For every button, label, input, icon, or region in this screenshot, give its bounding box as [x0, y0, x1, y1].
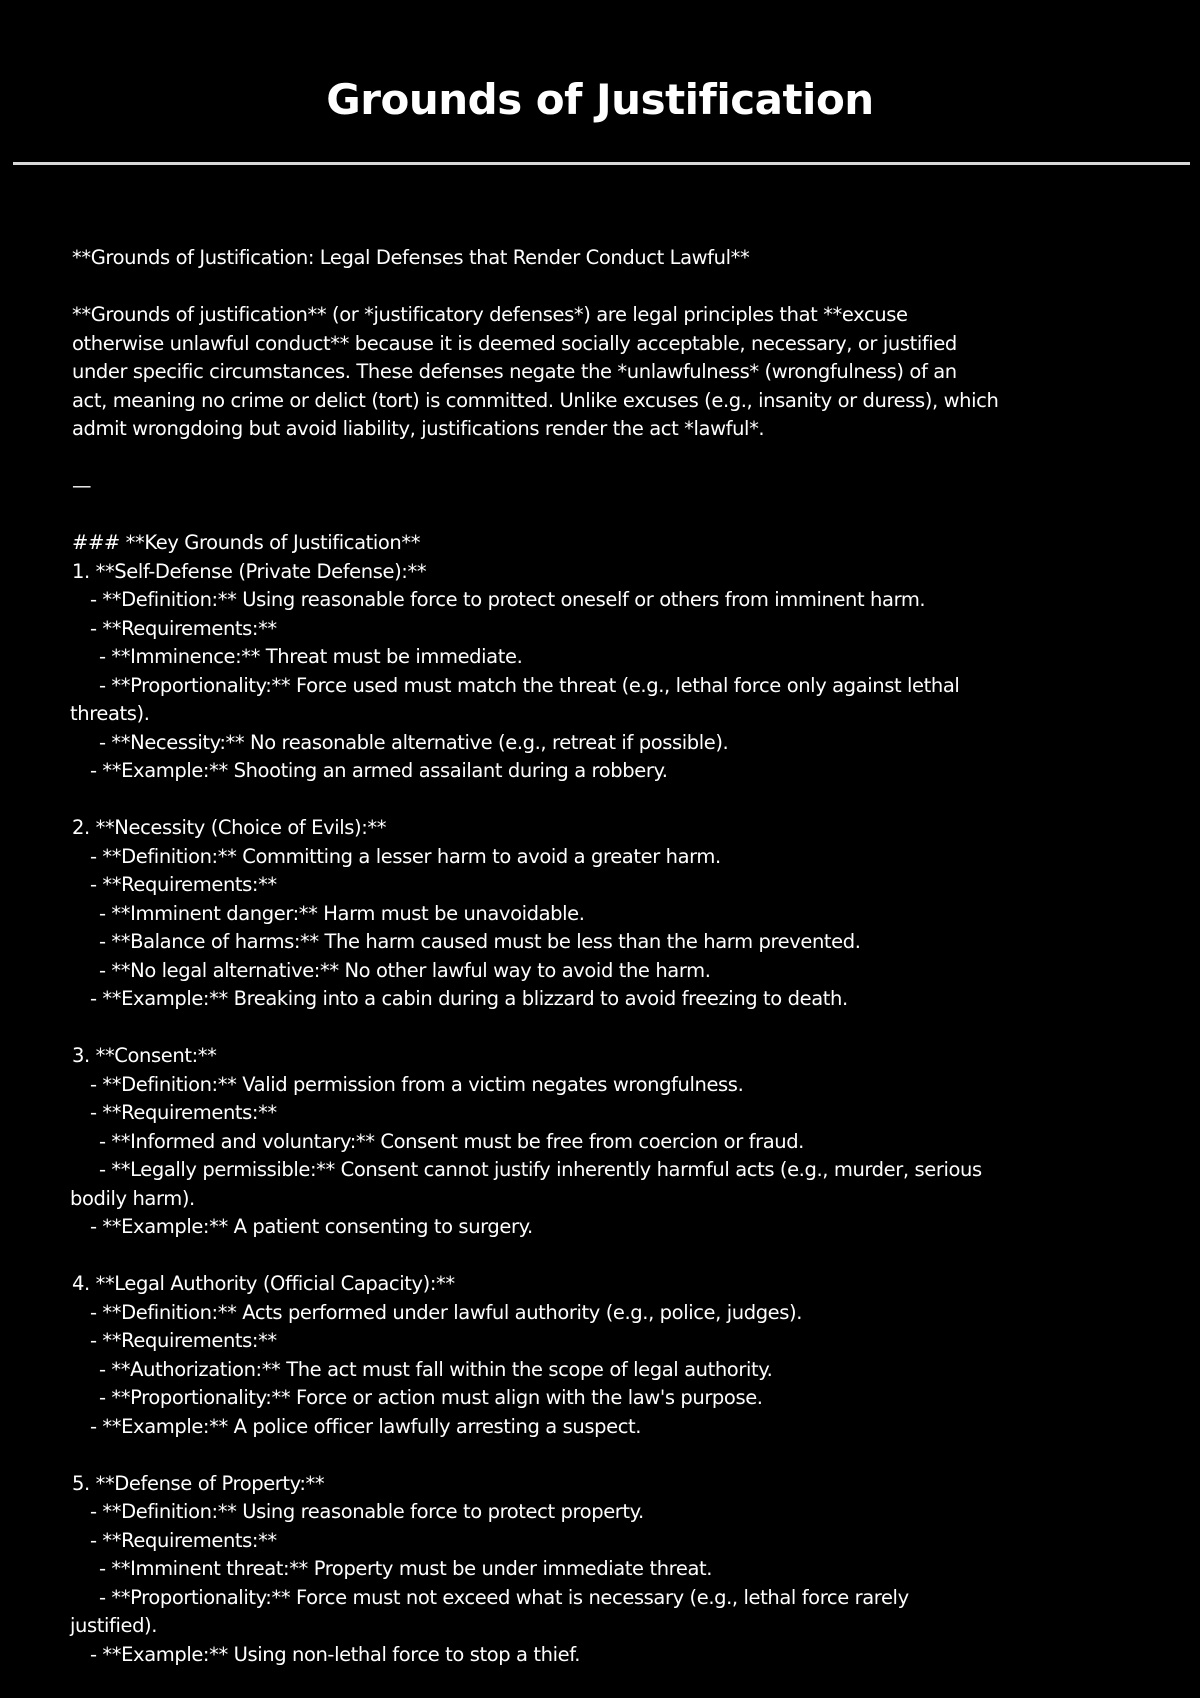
ground-requirements-label: - **Requirements:**: [90, 1329, 277, 1352]
requirement-item-wrap: justified).: [70, 1614, 158, 1637]
blank-line: [72, 786, 1182, 815]
requirement-item: - **Proportionality:** Force used must match the threat (e.g., lethal force only against lethal: [99, 673, 960, 697]
ground-example: - **Example:** Breaking into a cabin during a blizzard to avoid freezing to death.: [90, 987, 848, 1010]
blank-line: [72, 1441, 1182, 1470]
ground-example: - **Example:** Using non-lethal force to stop a thief.: [90, 1642, 581, 1666]
ground-example: - **Example:** A police officer lawfully arresting a suspect.: [90, 1414, 642, 1438]
ground-heading: 2. **Necessity (Choice of Evils):**: [72, 816, 387, 839]
ground-heading: 3. **Consent:**: [72, 1044, 217, 1067]
intro-line: under specific circumstances. These defenses negate the *unlawfulness* (wrongfulness) of an: [72, 360, 957, 383]
ground-requirements-label: - **Requirements:**: [90, 616, 277, 640]
ground-example: - **Example:** A patient consenting to surgery.: [90, 1215, 533, 1238]
requirement-item: - **Informed and voluntary:** Consent must be free from coercion or fraud.: [99, 1129, 804, 1153]
ground-definition: - **Definition:** Using reasonable force to protect oneself or others from imminent harm.: [90, 588, 926, 611]
section-heading: ### **Key Grounds of Justification**: [72, 531, 421, 554]
requirement-item: - **Imminent threat:** Property must be under immediate threat.: [99, 1557, 713, 1580]
ground-requirements-label: - **Requirements:**: [90, 873, 277, 896]
requirement-item: - **Balance of harms:** The harm caused must be less than the harm prevented.: [99, 930, 861, 953]
intro-line: admit wrongdoing but avoid liability, justifications render the act *lawful*.: [72, 417, 765, 440]
intro-line: act, meaning no crime or delict (tort) is committed. Unlike excuses (e.g., insanity or duress), which: [72, 388, 999, 412]
requirement-item: - **Proportionality:** Force must not exceed what is necessary (e.g., lethal force rarely: [99, 1585, 909, 1609]
ground-heading: 1. **Self-Defense (Private Defense):**: [72, 559, 427, 583]
blank-line: [72, 501, 1182, 530]
page-title: Grounds of Justification: [326, 75, 874, 124]
requirement-item: - **No legal alternative:** No other lawful way to avoid the harm.: [99, 958, 711, 982]
requirement-item: - **Imminence:** Threat must be immediate.: [99, 645, 523, 668]
ground-definition: - **Definition:** Using reasonable force to protect property.: [90, 1500, 644, 1523]
document-subtitle: **Grounds of Justification: Legal Defenses that Render Conduct Lawful**: [72, 246, 750, 269]
requirement-item: - **Legally permissible:** Consent cannot justify inherently harmful acts (e.g., murder, serious: [99, 1158, 982, 1181]
ground-definition: - **Definition:** Acts performed under lawful authority (e.g., police, judges).: [90, 1300, 803, 1324]
blank-line: [72, 1014, 1182, 1043]
separator-dash: —: [72, 474, 92, 497]
requirement-item: - **Necessity:** No reasonable alternative (e.g., retreat if possible).: [99, 730, 729, 754]
blank-line: [72, 1242, 1182, 1271]
blank-line: [72, 273, 1182, 302]
blank-line: [72, 444, 1182, 473]
ground-heading: 5. **Defense of Property:**: [72, 1471, 325, 1495]
ground-heading: 4. **Legal Authority (Official Capacity):**: [72, 1272, 455, 1295]
intro-line: otherwise unlawful conduct** because it is deemed socially acceptable, necessary, or justified: [72, 331, 957, 355]
ground-definition: - **Definition:** Committing a lesser harm to avoid a greater harm.: [90, 844, 721, 868]
requirement-item-wrap: bodily harm).: [70, 1186, 195, 1210]
requirement-item: - **Authorization:** The act must fall within the scope of legal authority.: [99, 1357, 773, 1381]
title-divider: [13, 162, 1190, 165]
requirement-item: - **Imminent danger:** Harm must be unavoidable.: [99, 901, 585, 925]
document-body: [72, 244, 1182, 1669]
ground-requirements-label: - **Requirements:**: [90, 1101, 277, 1124]
ground-requirements-label: - **Requirements:**: [90, 1528, 277, 1552]
requirement-item-wrap: threats).: [70, 702, 150, 725]
requirement-item: - **Proportionality:** Force or action must align with the law's purpose.: [99, 1386, 763, 1409]
ground-example: - **Example:** Shooting an armed assailant during a robbery.: [90, 759, 668, 782]
intro-line: **Grounds of justification** (or *justificatory defenses*) are legal principles that **excuse: [72, 303, 908, 326]
ground-definition: - **Definition:** Valid permission from a victim negates wrongfulness.: [90, 1072, 744, 1096]
